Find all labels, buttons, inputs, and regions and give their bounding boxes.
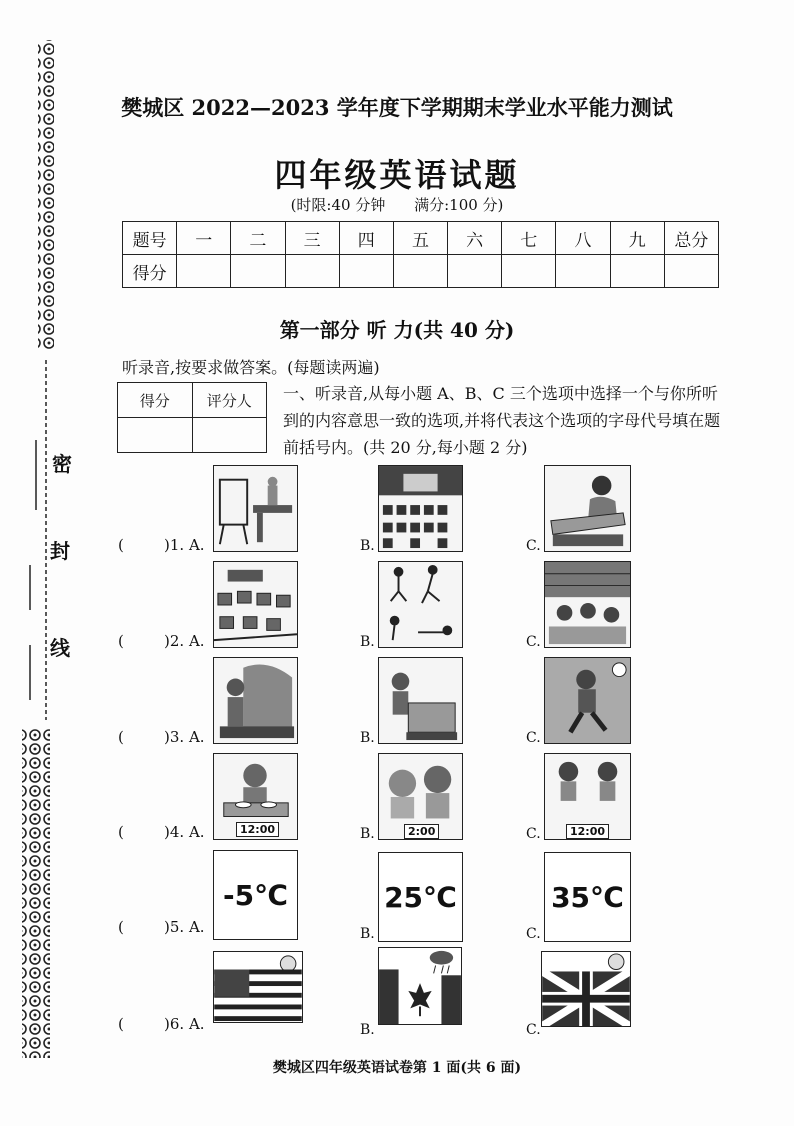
part-one-title: 第一部分 听 力(共 40 分) <box>279 318 515 342</box>
go-to-school-icon[interactable] <box>544 657 631 744</box>
question-label: ( )5. A. <box>118 918 205 936</box>
binding-word-close: 封 <box>50 539 70 563</box>
score-cell: 一 <box>177 222 231 255</box>
temperature-card[interactable]: -5℃ <box>213 850 298 940</box>
score-cell: 题号 <box>123 222 177 255</box>
binding-word-seal: 密 <box>52 452 72 476</box>
teachers-desk-icon[interactable] <box>544 465 631 552</box>
score-cell: 九 <box>610 222 664 255</box>
option-letter: B. <box>360 926 375 942</box>
option-letter: B. <box>360 634 375 650</box>
option-letter: B. <box>360 538 375 554</box>
score-blank[interactable] <box>339 255 393 288</box>
answer-bracket[interactable]: ( <box>118 918 124 936</box>
question-label: ( )3. A. <box>118 728 205 746</box>
question-label: ( )1. A. <box>118 536 205 554</box>
score-blank[interactable] <box>231 255 285 288</box>
usa-flag-sunny-icon[interactable] <box>213 951 303 1023</box>
paper-subtitle <box>0 194 794 215</box>
temperature-card[interactable]: 25℃ <box>378 852 463 942</box>
clock-label: 2:00 <box>404 824 439 839</box>
score-cell: 总分 <box>664 222 718 255</box>
question-label: ( )6. A. <box>118 1015 205 1033</box>
option-letter: C. <box>526 730 541 746</box>
grader-name-blank[interactable] <box>192 418 267 453</box>
temperature-card[interactable]: 35℃ <box>544 852 631 942</box>
score-blank[interactable] <box>664 255 718 288</box>
question-label: ( )4. A. <box>118 823 205 841</box>
school-title: 樊城区 2022—2023 学年度下学期期末学业水平能力测试 <box>121 95 673 120</box>
score-cell: 七 <box>502 222 556 255</box>
section-one-instruction: 一、听录音,从每小题 A、B、C 三个选项中选择一个与你所听到的内容意思一致的选项,并将代表这个选项的字母代号填在题前括号内。(共 20 分,每小题 2 分) <box>283 384 721 457</box>
grader-score-label: 得分 <box>118 383 193 418</box>
get-up-icon[interactable] <box>213 657 298 744</box>
score-cell: 八 <box>556 222 610 255</box>
clock-label: 12:00 <box>566 824 609 839</box>
score-blank[interactable] <box>610 255 664 288</box>
time-limit: (时限:40 分钟 <box>290 196 386 214</box>
score-cell: 五 <box>393 222 447 255</box>
score-cell: 三 <box>285 222 339 255</box>
score-blank[interactable] <box>177 255 231 288</box>
option-letter: C. <box>526 926 541 942</box>
paper-title: 四年级英语试题 <box>274 156 520 194</box>
gym-exercise-icon[interactable] <box>378 561 463 648</box>
option-letter: C. <box>526 1022 541 1038</box>
option-letter: B. <box>360 730 375 746</box>
score-table-header-row <box>123 222 719 255</box>
score-blank[interactable] <box>448 255 502 288</box>
binding-word-line: 线 <box>50 636 70 660</box>
computer-room-icon[interactable] <box>213 561 298 648</box>
grader-table <box>117 382 267 453</box>
library-icon[interactable] <box>544 561 631 648</box>
grader-score-blank[interactable] <box>118 418 193 453</box>
art-room-icon[interactable] <box>213 465 298 552</box>
answer-bracket[interactable]: ( <box>118 632 124 650</box>
score-table <box>122 221 719 288</box>
go-to-bed-icon[interactable] <box>378 657 463 744</box>
canada-flag-rainy-icon[interactable] <box>378 947 462 1025</box>
score-blank[interactable] <box>502 255 556 288</box>
score-cell: 六 <box>448 222 502 255</box>
clock-label: 12:00 <box>236 822 279 837</box>
listening-instruction: 听录音,按要求做答案。(每题读两遍) <box>122 358 380 377</box>
option-letter: C. <box>526 538 541 554</box>
option-letter: C. <box>526 634 541 650</box>
score-blank[interactable] <box>393 255 447 288</box>
option-letter: C. <box>526 826 541 842</box>
option-letter: B. <box>360 826 375 842</box>
page-footer: 樊城区四年级英语试卷第 1 面(共 6 面) <box>272 1060 522 1076</box>
score-blank[interactable] <box>285 255 339 288</box>
question-label: ( )2. A. <box>118 632 205 650</box>
answer-bracket[interactable]: ( <box>118 536 124 554</box>
score-cell: 二 <box>231 222 285 255</box>
option-letter: B. <box>360 1022 375 1038</box>
grader-name-label: 评分人 <box>192 383 267 418</box>
score-row-label: 得分 <box>123 255 177 288</box>
answer-bracket[interactable]: ( <box>118 823 124 841</box>
score-cell: 四 <box>339 222 393 255</box>
answer-bracket[interactable]: ( <box>118 1015 124 1033</box>
full-score: 满分:100 分) <box>414 196 504 214</box>
answer-bracket[interactable]: ( <box>118 728 124 746</box>
music-hall-icon[interactable] <box>378 465 463 552</box>
score-blank[interactable] <box>556 255 610 288</box>
uk-flag-sunny-icon[interactable] <box>541 951 631 1027</box>
score-table-score-row <box>123 255 719 288</box>
